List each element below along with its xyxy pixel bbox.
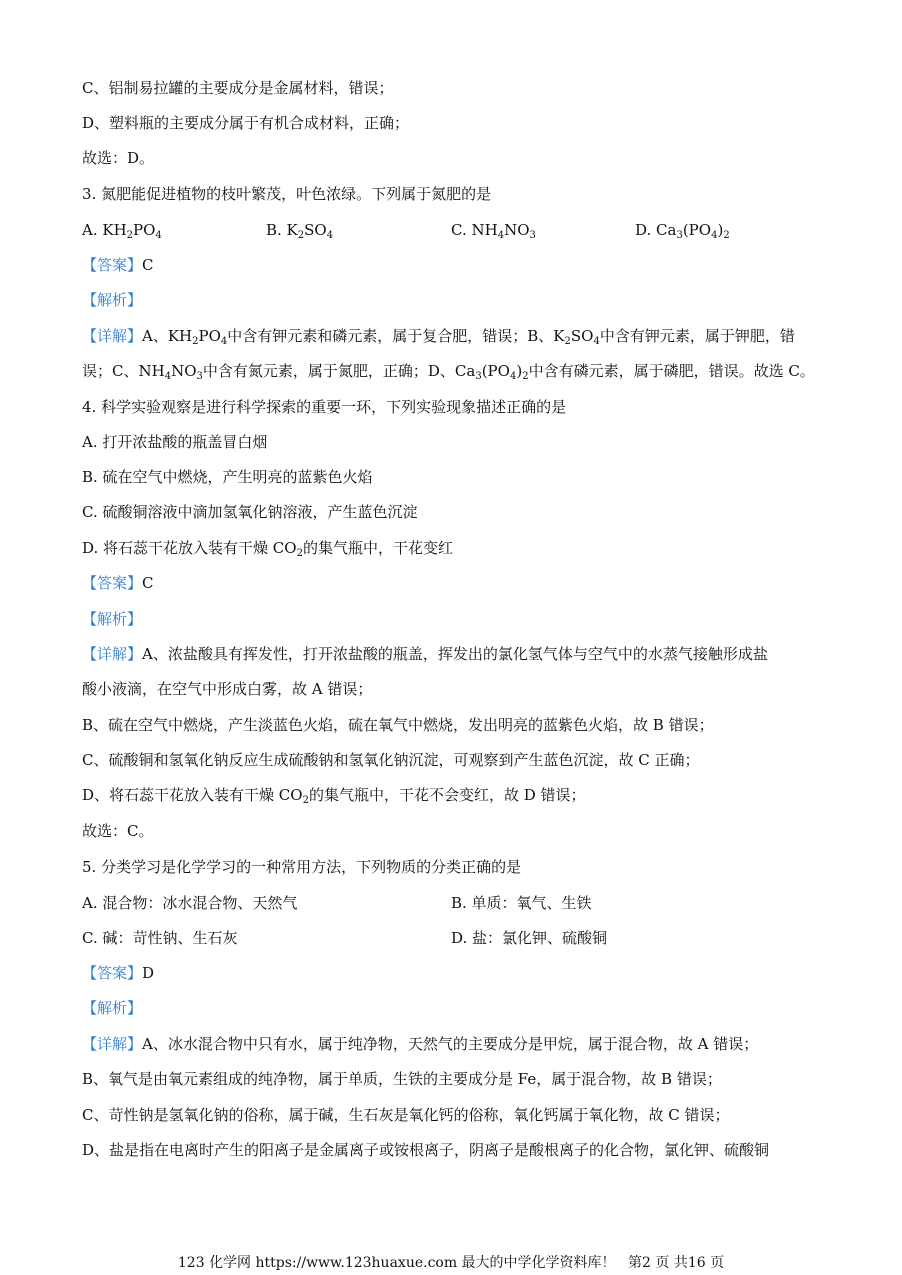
detail-5-line-3: C、苛性钠是氢氧化钠的俗称，属于碱，生石灰是氧化钙的俗称，氧化钙属于氧化物，故 C 错误； bbox=[82, 1106, 730, 1124]
detail-4-line-3: B、硫在空气中燃烧，产生淡蓝色火焰，硫在氧气中燃烧，发出明亮的蓝紫色火焰，故 B 错误； bbox=[82, 716, 714, 734]
detail-4-line-2: 酸小液滴，在空气中形成白雾，故 A 错误； bbox=[82, 680, 373, 698]
option-3b: B. $K_2SO_4$ bbox=[266, 221, 334, 241]
analysis-tag: 【解析】 bbox=[82, 999, 143, 1017]
text-line: C、铝制易拉罐的主要成分是金属材料，错误； bbox=[82, 79, 394, 97]
text-line: 故选：D。 bbox=[82, 149, 155, 167]
footer-site: 123 化学网 https://www.123huaxue.com 最大的中学化学资料库！ bbox=[177, 1255, 616, 1271]
answer-5: 【答案】D bbox=[82, 964, 155, 982]
text-line: D、塑料瓶的主要成分属于有机合成材料，正确； bbox=[82, 114, 410, 132]
option-5c: C. 碱：苛性钠、生石灰 bbox=[82, 929, 238, 947]
detail-4-line-5: D、将石蕊干花放入装有干燥 $CO_2$的集气瓶中，干花不会变红，故 D 错误； bbox=[82, 786, 586, 806]
detail-5-line-2: B、氧气是由氧元素组成的纯净物，属于单质，生铁的主要成分是 Fe，属于混合物，故 B 错误； bbox=[82, 1070, 722, 1088]
detail-3-line-1: 【详解】A、$KH_2PO_4$中含有钾元素和磷元素，属于复合肥，错误；B、$K_2SO_4$中含有钾元素，属于钾肥，错 bbox=[82, 327, 795, 347]
question-3: 3. 氮肥能促进植物的枝叶繁茂，叶色浓绿。下列属于氮肥的是 bbox=[82, 185, 492, 203]
option-3d: D. $Ca_3(PO_4)_2$ bbox=[635, 221, 730, 241]
option-5b: B. 单质：氧气、生铁 bbox=[451, 894, 592, 912]
option-5d: D. 盐：氯化钾、硫酸铜 bbox=[451, 929, 608, 947]
detail-4-line-6: 故选：C。 bbox=[82, 822, 154, 840]
detail-5-line-1: 【详解】A、冰水混合物中只有水，属于纯净物，天然气的主要成分是甲烷，属于混合物，故 A 错误； bbox=[82, 1035, 759, 1053]
option-5a: A. 混合物：冰水混合物、天然气 bbox=[82, 894, 298, 912]
option-4d: D. 将石蕊干花放入装有干燥 $CO_2$的集气瓶中，干花变红 bbox=[82, 539, 453, 559]
analysis-tag: 【解析】 bbox=[82, 291, 143, 309]
option-4c: C. 硫酸铜溶液中滴加氢氧化钠溶液，产生蓝色沉淀 bbox=[82, 503, 418, 521]
analysis-tag: 【解析】 bbox=[82, 610, 143, 628]
option-4a: A. 打开浓盐酸的瓶盖冒白烟 bbox=[82, 433, 268, 451]
page-footer bbox=[0, 1254, 902, 1272]
option-3a: A. $KH_2PO_4$ bbox=[82, 221, 162, 241]
option-3c: C. $NH_4NO_3$ bbox=[451, 221, 536, 241]
detail-4-line-4: C、硫酸铜和氢氧化钠反应生成硫酸钠和氢氧化钠沉淀，可观察到产生蓝色沉淀，故 C 正确； bbox=[82, 751, 700, 769]
option-4b: B. 硫在空气中燃烧，产生明亮的蓝紫色火焰 bbox=[82, 468, 373, 486]
detail-4-line-1: 【详解】A、浓盐酸具有挥发性，打开浓盐酸的瓶盖，挥发出的氯化氢气体与空气中的水蒸气接触形成盐 bbox=[82, 645, 768, 663]
question-5: 5. 分类学习是化学学习的一种常用方法，下列物质的分类正确的是 bbox=[82, 858, 522, 876]
detail-3-line-2: 误；C、$NH_4NO_3$中含有氮元素，属于氮肥，正确；D、$Ca_3(PO_4)_2$中含有磷元素，属于磷肥，错误。故选 C。 bbox=[82, 362, 815, 382]
question-4: 4. 科学实验观察是进行科学探索的重要一环，下列实验现象描述正确的是 bbox=[82, 398, 567, 416]
detail-5-line-4: D、盐是指在电离时产生的阳离子是金属离子或铵根离子，阴离子是酸根离子的化合物，氯化钾、硫酸铜 bbox=[82, 1141, 770, 1159]
footer-page-number: 第2 页 共16 页 bbox=[628, 1255, 725, 1271]
answer-3: 【答案】C bbox=[82, 256, 154, 274]
answer-4: 【答案】C bbox=[82, 574, 154, 592]
